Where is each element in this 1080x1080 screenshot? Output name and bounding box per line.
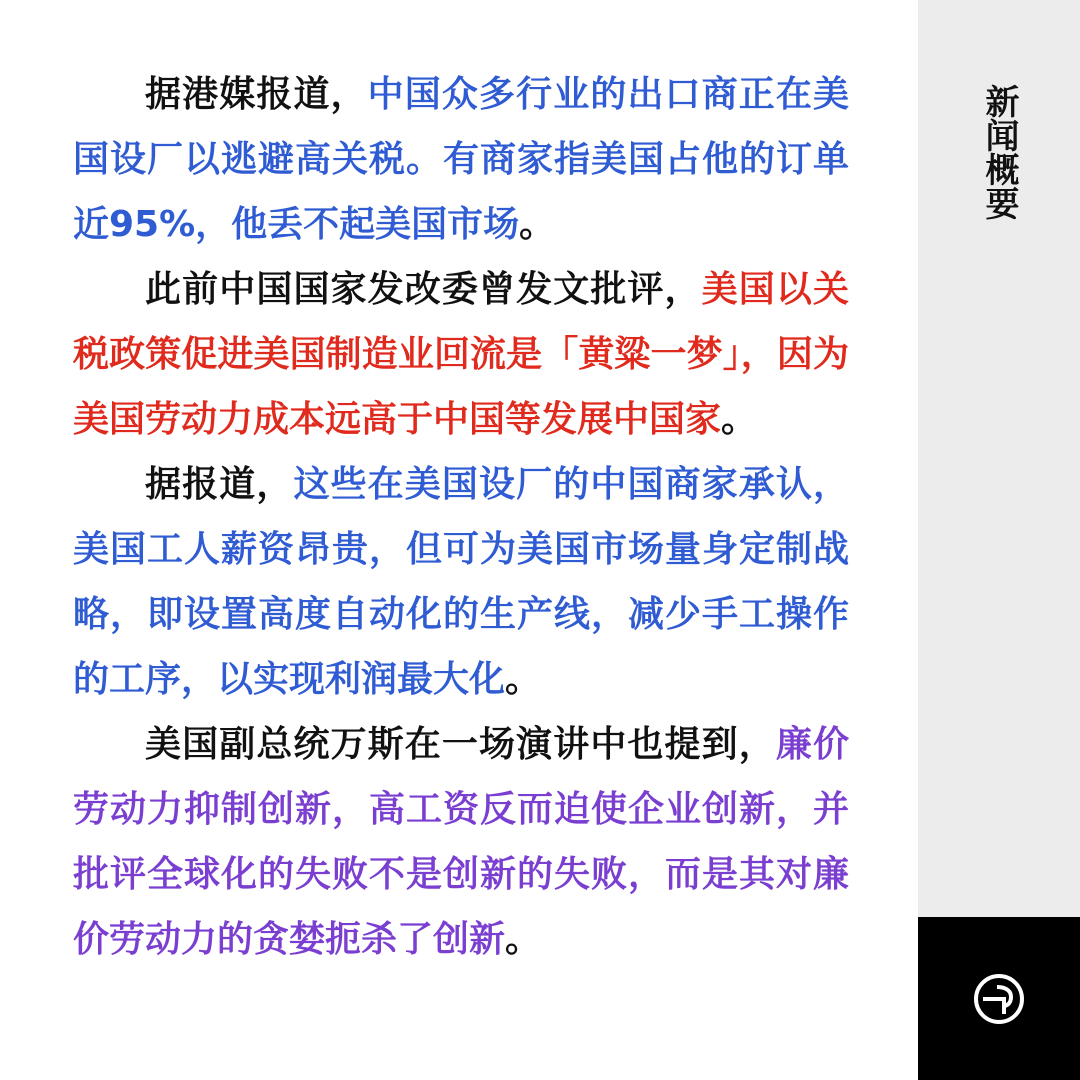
- article-paragraph-3: [73, 452, 849, 712]
- paragraph-lead: 此前中国国家发改委曾发文批评，: [145, 269, 702, 310]
- paragraph-highlight: 中国众多行业的出口商正在美国设厂以逃避高关税。有商家指美国占他的订单近95%，他丢不起美国市场: [73, 74, 849, 245]
- paragraph-lead: 美国副总统万斯在一场演讲中也提到，: [145, 724, 776, 765]
- brand-logo-icon: [973, 973, 1025, 1025]
- paragraph-tail: 。: [505, 659, 542, 700]
- paragraph-highlight: 这些在美国设厂的中国商家承认，美国工人薪资昂贵，但可为美国市场量身定制战略，即设置高度自动化的生产线，减少手工操作的工序，以实现利润最大化: [73, 464, 849, 700]
- paragraph-lead: 据港媒报道，: [145, 74, 368, 115]
- paragraph-lead: 据报道，: [145, 464, 294, 505]
- article-paragraph-2: [73, 257, 849, 452]
- sidebar: [918, 0, 1080, 917]
- sidebar-title: 新闻概要: [979, 84, 1019, 220]
- paragraph-highlight: 美国以关税政策促进美国制造业回流是「黄粱一梦」，因为美国劳动力成本远高于中国等发展中国家: [73, 269, 849, 440]
- paragraph-highlight: 廉价劳动力抑制创新，高工资反而迫使企业创新，并批评全球化的失败不是创新的失败，而是其对廉价劳动力的贪婪扼杀了创新: [73, 724, 849, 960]
- paragraph-tail: 。: [519, 204, 556, 245]
- paragraph-tail: 。: [505, 919, 542, 960]
- article-paragraph-4: [73, 712, 849, 972]
- article-body: [73, 62, 849, 972]
- logo-block: [918, 917, 1080, 1080]
- paragraph-tail: 。: [721, 399, 758, 440]
- article-paragraph-1: [73, 62, 849, 257]
